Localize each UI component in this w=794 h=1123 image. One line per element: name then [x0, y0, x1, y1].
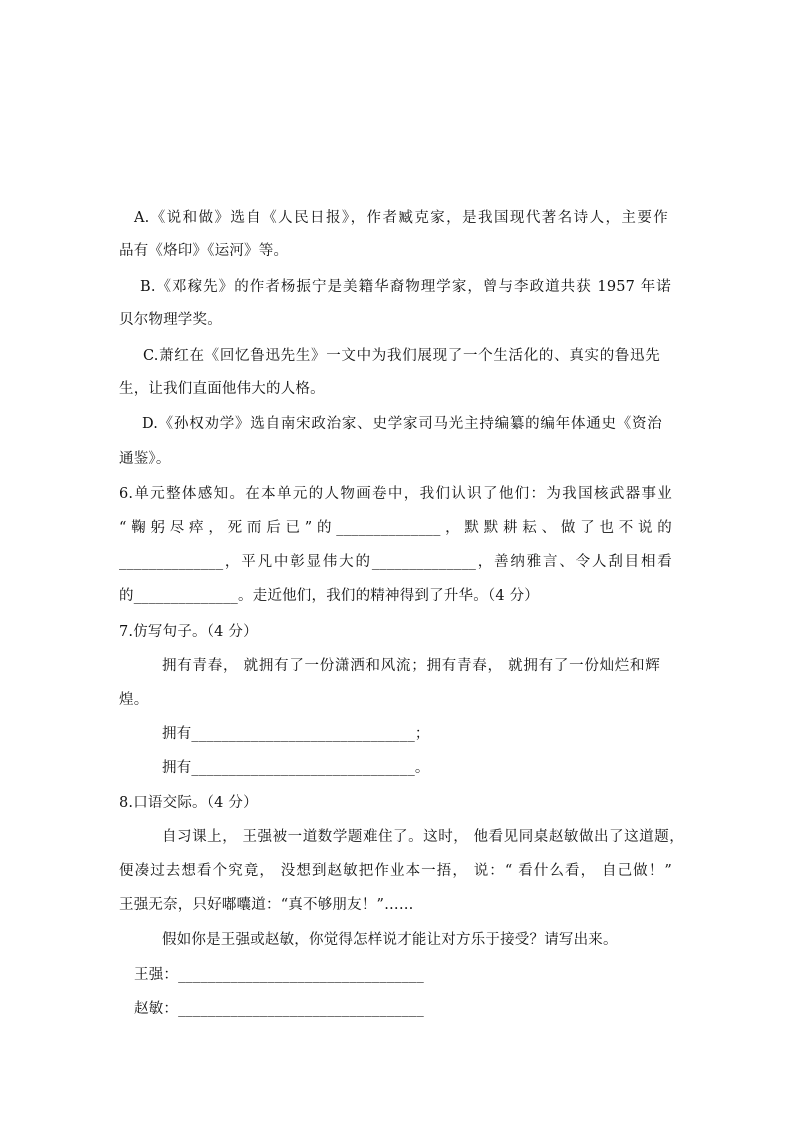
question-7-answer-line1[interactable]: 拥有______________________________；	[162, 726, 430, 742]
option-c-line2: 生，让我们直面他伟大的人格。	[119, 381, 325, 397]
question-6-line2: “鞠躬尽瘁，死而后已”的______________，默默耕耘、做了也不说的	[119, 520, 672, 536]
question-8-passage-line3: 王强无奈，只好嘟囔道：“真不够朋友！”……	[119, 897, 414, 913]
question-7-example-line1: 拥有青春， 就拥有了一份潇洒和风流；拥有青春， 就拥有了一份灿烂和辉	[162, 658, 660, 674]
answer-line-wang-qiang[interactable]: 王强：_________________________________	[134, 967, 424, 983]
option-c-line1: C.萧红在《回忆鲁迅先生》一文中为我们展现了一个生活化的、真实的鲁迅先	[143, 348, 660, 364]
question-7-title: 7.仿写句子。（4 分）	[119, 624, 258, 640]
question-6-line3: ______________，平凡中彰显伟大的______________，善纳雅言、令人刮目相看	[119, 554, 672, 570]
option-d-line1: D.《孙权劝学》选自南宋政治家、史学家司马光主持编纂的编年体通史《资治	[142, 416, 662, 432]
question-7-example-line2: 煌。	[119, 692, 149, 708]
question-8-passage-line1: 自习课上， 王强被一道数学题难住了。这时， 他看见同桌赵敏做出了这道题，	[162, 829, 684, 845]
option-b-line2: 贝尔物理学奖。	[119, 312, 222, 328]
option-b-line1: B.《邓稼先》的作者杨振宁是美籍华裔物理学家，曾与李政道共获 1957 年诺	[140, 279, 671, 295]
option-d-line2: 通鉴》。	[119, 451, 171, 467]
question-6-line4: 的______________。走近他们，我们的精神得到了升华。（4 分）	[119, 588, 539, 604]
question-8-prompt: 假如你是王强或赵敏，你觉得怎样说才能让对方乐于接受？请写出来。	[162, 932, 618, 948]
question-6-line1: 6.单元整体感知。在本单元的人物画卷中，我们认识了他们：为我国核武器事业	[119, 486, 672, 502]
option-a-line2: 品有《烙印》《运河》等。	[119, 243, 289, 259]
question-8-passage-line2: 便凑过去想看个究竟， 没想到赵敏把作业本一捂， 说：“ 看什么看， 自己做！”	[119, 863, 672, 879]
option-a-line1: A.《说和做》选自《人民日报》，作者臧克家，是我国现代著名诗人，主要作	[134, 210, 668, 226]
answer-line-zhao-min[interactable]: 赵敏：_________________________________	[134, 1001, 424, 1017]
question-7-answer-line2[interactable]: 拥有______________________________。	[162, 760, 430, 776]
question-8-title: 8.口语交际。（4 分）	[119, 795, 258, 811]
